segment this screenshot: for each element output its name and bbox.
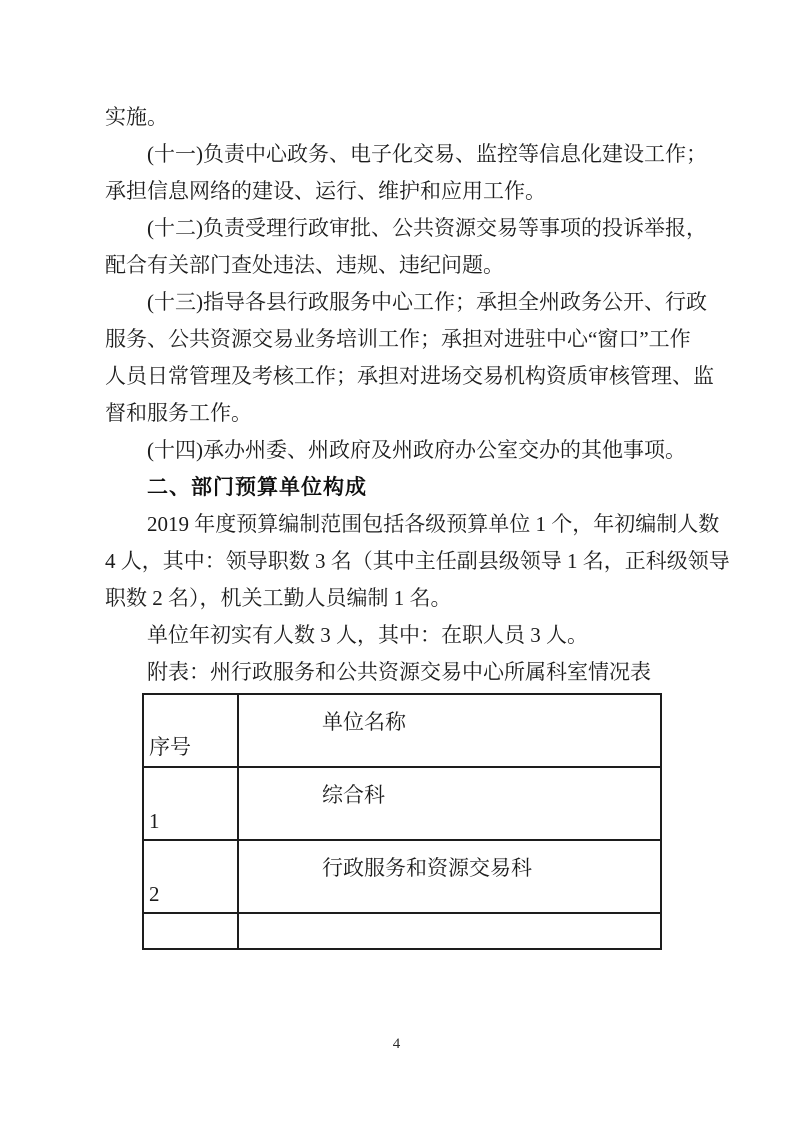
seq-cell: 1 — [143, 767, 238, 840]
seq-cell: 2 — [143, 840, 238, 913]
table-caption: 附表：州行政服务和公共资源交易中心所属科室情况表 — [147, 660, 651, 684]
text-line: 单位年初实有人数 3 人，其中：在职人员 3 人。 — [147, 623, 588, 647]
table-row — [143, 767, 661, 840]
text-line: 人员日常管理及考核工作；承担对进场交易机构资质审核管理、监 — [105, 364, 714, 388]
name-cell: 综合科 — [238, 767, 661, 840]
text-line: 2019 年度预算编制范围包括各级预算单位 1 个，年初编制人数 — [147, 512, 720, 536]
section-heading: 二、部门预算单位构成 — [147, 476, 367, 499]
text-line: (十二)负责受理行政审批、公共资源交易等事项的投诉举报， — [147, 216, 707, 240]
text-line: (十三)指导各县行政服务中心工作；承担全州政务公开、行政 — [147, 290, 707, 314]
text-line: 4 人，其中：领导职数 3 名（其中主任副县级领导 1 名，正科级领导 — [105, 549, 730, 573]
text-line: (十四)承办州委、州政府及州政府办公室交办的其他事项。 — [147, 438, 686, 462]
table-header-row — [143, 694, 661, 767]
name-cell — [238, 913, 661, 949]
units-table — [142, 693, 662, 950]
seq-header-cell: 序号 — [143, 694, 238, 767]
text-line: 实施。 — [105, 105, 168, 129]
text-line: 职数 2 名），机关工勤人员编制 1 名。 — [105, 586, 452, 610]
seq-cell — [143, 913, 238, 949]
text-line: 配合有关部门查处违法、违规、违纪问题。 — [105, 253, 504, 277]
body-text — [105, 99, 730, 691]
table-row — [143, 840, 661, 913]
page-number: 4 — [392, 1036, 401, 1052]
table-row — [143, 913, 661, 949]
text-line: 承担信息网络的建设、运行、维护和应用工作。 — [105, 179, 546, 203]
name-cell: 行政服务和资源交易科 — [238, 840, 661, 913]
name-header-cell: 单位名称 — [238, 694, 661, 767]
text-line: (十一)负责中心政务、电子化交易、监控等信息化建设工作； — [147, 142, 707, 166]
text-line: 督和服务工作。 — [105, 401, 252, 425]
text-line: 服务、公共资源交易业务培训工作；承担对进驻中心“窗口”工作 — [105, 327, 691, 351]
